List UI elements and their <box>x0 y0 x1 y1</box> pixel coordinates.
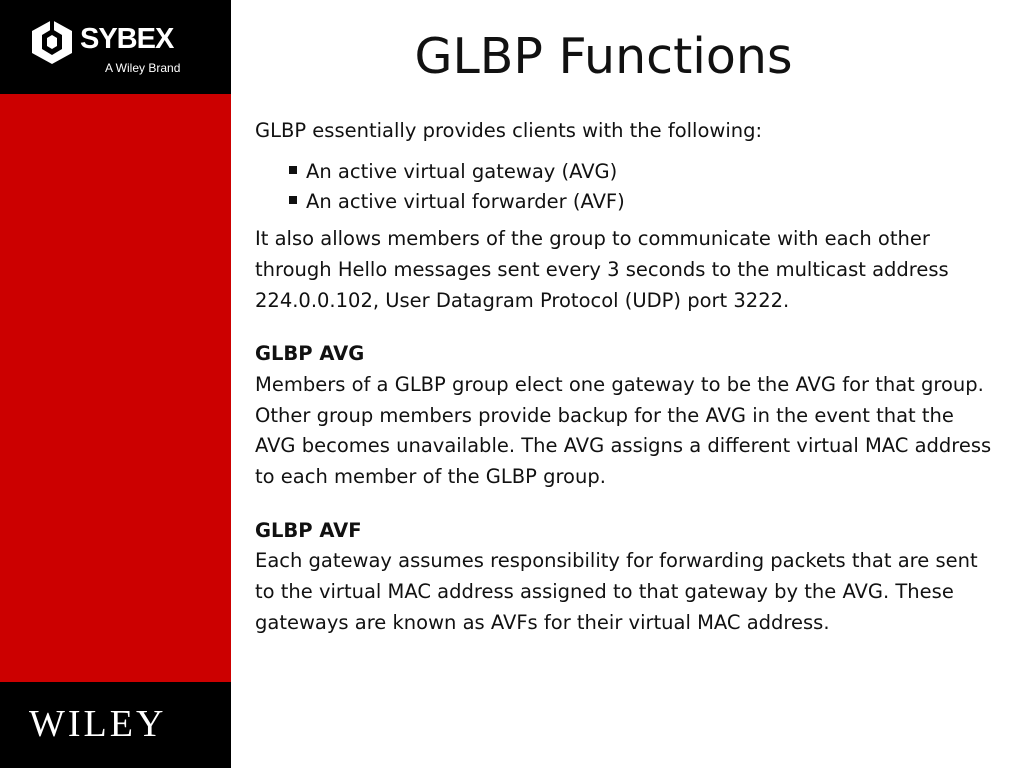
glbp-avf-paragraph: Each gateway assumes responsibility for forwarding packets that are sent to the virtual MAC address assigned to that gateway by the AVG. These gateways are known as AVFs for their virtual MAC address. <box>255 549 978 634</box>
bullet-text: An active virtual forwarder (AVF) <box>306 190 625 214</box>
sybex-cube-icon <box>28 18 76 66</box>
bullet-text: An active virtual gateway (AVG) <box>306 159 618 183</box>
wiley-logo: WILEY <box>29 703 167 745</box>
sybex-tagline: A Wiley Brand <box>105 61 181 75</box>
square-bullet-icon <box>289 166 297 174</box>
sidebar-red-band <box>0 0 231 768</box>
list-item <box>289 187 995 218</box>
intro-text: GLBP essentially provides clients with the following: <box>255 119 763 142</box>
sybex-wordmark: SYBEX <box>80 23 174 55</box>
hello-messages-paragraph: It also allows members of the group to communicate with each other through Hello messages sent every 3 seconds to the multicast address 224.0.0.102, User Datagram Protocol (UDP) port 3222. <box>255 227 949 312</box>
glbp-avf-heading: GLBP AVF <box>255 518 362 542</box>
slide-body <box>255 116 995 639</box>
glbp-avg-paragraph: Members of a GLBP group elect one gateway to be the AVG for that group. Other group members provide backup for the AVG in the event that the AVG becomes unavailable. The AVG assigns a different virtual MAC address to each member of the GLBP group. <box>255 372 992 489</box>
slide-title: GLBP Functions <box>414 28 793 85</box>
glbp-avg-heading: GLBP AVG <box>255 342 365 366</box>
sidebar-top-black-band <box>0 0 231 94</box>
square-bullet-icon <box>289 196 297 204</box>
sybex-logo <box>28 16 188 78</box>
list-item <box>289 157 995 188</box>
bullet-list <box>255 157 995 218</box>
